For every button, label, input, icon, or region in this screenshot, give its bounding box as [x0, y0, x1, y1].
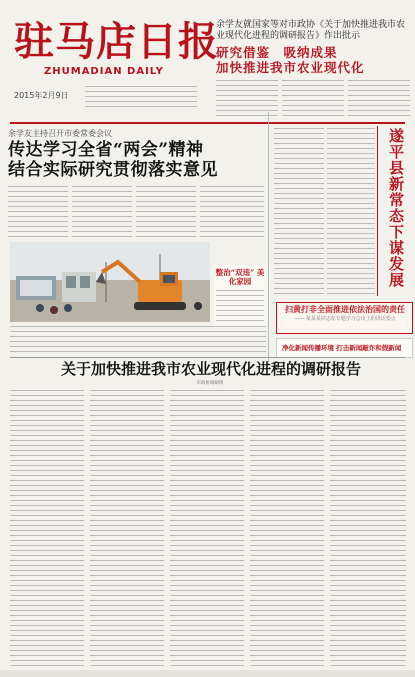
masthead-info-lines	[85, 86, 197, 108]
photo-caption-title: 整治“双违” 美化家园	[215, 268, 265, 286]
photo-caption-body	[216, 290, 264, 324]
lead-body-col-3	[136, 186, 196, 240]
lead-story-kicker: 余学友主持召开市委常委会议	[8, 129, 112, 138]
photo-news-text	[10, 326, 266, 352]
lead-body-col-1	[8, 186, 68, 240]
vertical-headline: 遂平县新常态下谋发展	[387, 128, 405, 288]
lead-headline-line-1: 传达学习全省“两会”精神	[8, 140, 204, 160]
newspaper-masthead: 驻马店日报	[14, 18, 219, 65]
top-story-headline-2: 加快推进我市农业现代化	[216, 60, 365, 75]
top-story-kicker: 余学友就国家等对市政协《关于加快推进我市农业现代化进程的调研报告》作出批示	[216, 20, 406, 41]
report-col-1	[10, 390, 84, 666]
top-story-header	[216, 20, 411, 75]
notice-box-title: 扫黄打非全面推进依法治国的责任	[285, 304, 405, 314]
right-body-col-2	[327, 128, 375, 296]
news-photo-demolition	[10, 242, 210, 322]
top-story-body-col-3	[348, 80, 410, 118]
top-story-headline-1: 研究借鉴 吸纳成果	[216, 45, 338, 60]
report-col-3	[170, 390, 244, 666]
lead-body-col-2	[72, 186, 132, 240]
lead-story-headline	[8, 140, 258, 180]
report-col-4	[250, 390, 324, 666]
issue-date: 2015年2月9日	[14, 91, 69, 100]
lead-body-col-4	[200, 186, 264, 240]
ad-banner-text: 净化新闻传播环境 打击新闻敲诈和假新闻	[282, 344, 402, 352]
page-footer	[0, 670, 415, 677]
masthead-divider	[10, 122, 405, 124]
report-col-2	[90, 390, 164, 666]
excavator-scene-image	[10, 242, 210, 322]
right-body-col-1	[274, 128, 324, 296]
vertical-headline-rule	[377, 126, 378, 296]
lead-headline-line-2: 结合实际研究贯彻落实意见	[8, 160, 218, 180]
masthead-subtitle: ZHUMADIAN DAILY	[44, 66, 164, 77]
report-headline: 关于加快推进我市农业现代化进程的调研报告	[60, 360, 361, 378]
report-col-5	[330, 390, 406, 666]
top-story-body-col-2	[282, 80, 344, 118]
report-byline: 市政协调研组	[196, 381, 224, 386]
column-divider	[268, 112, 269, 362]
section-divider	[10, 357, 405, 358]
notice-box-subtitle: —— 某某某同志在专题学习会议上的讲话要点	[294, 316, 396, 322]
